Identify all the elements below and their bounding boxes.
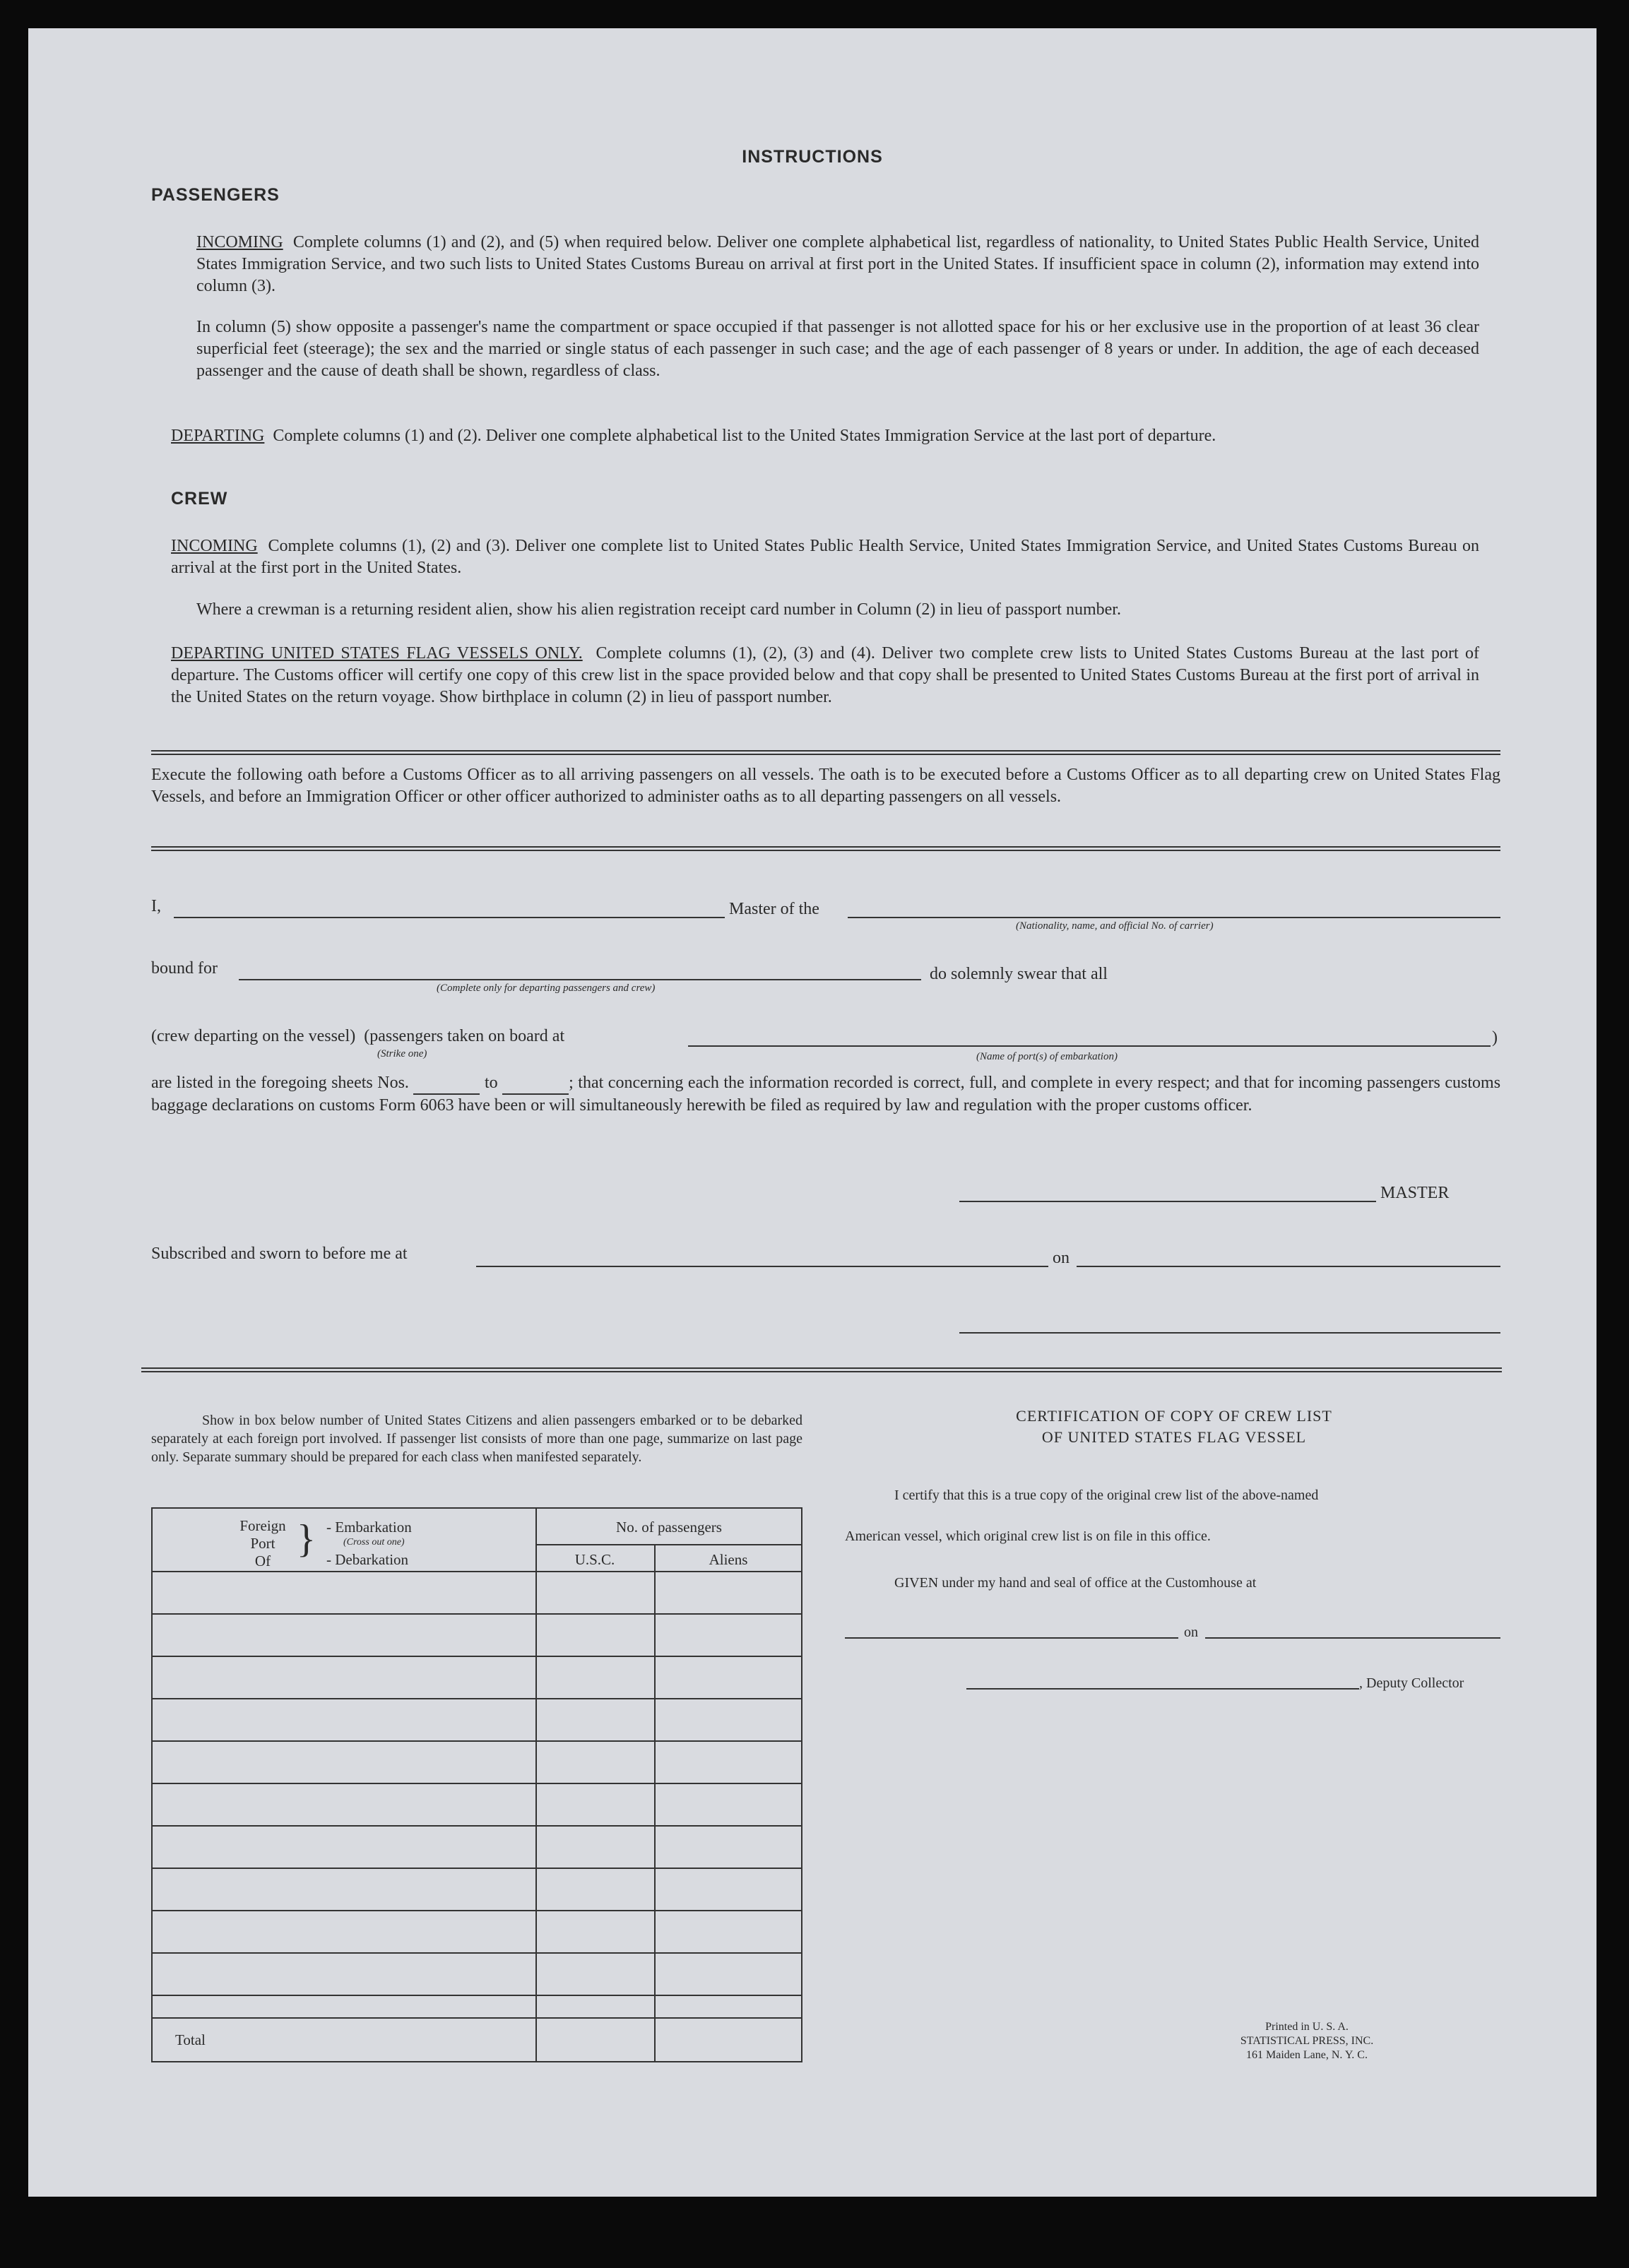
certify-on-label: on — [1184, 1625, 1198, 1640]
bound-for-field[interactable] — [239, 979, 921, 980]
listed-to: to — [484, 1074, 498, 1092]
table-row[interactable] — [151, 1740, 802, 1742]
crew-departing-text: Complete columns (1), (2), (3) and (4). Deliver two complete crew lists to United States Customs Bureau at the last port of departure. The Customs officer will certify one copy of this crew list in the space provided below and that copy shall be presented to United States Customs Bureau at the first port of arrival in the United States on the return voyage. Show birthplace in column (2) in lieu of passport number. — [171, 644, 1479, 706]
table-row[interactable] — [151, 1952, 802, 1954]
passengers-incoming-label: INCOMING — [196, 233, 283, 251]
passengers-column5-paragraph: In column (5) show opposite a passenger's name the compartment or space occupied if that passenger is not allotted space for his or her exclusive use in the proportion of at least 36 clear superficial feet (steerage); the sex and the married or single status of each passenger in such case; and the age of each passenger of 8 years or under. In addition, the age of each deceased passenger and the cause of death shall be shown, regardless of class. — [196, 318, 1479, 380]
passengers-departing-label: DEPARTING — [171, 427, 265, 445]
master-of-the-label: Master of the — [729, 900, 819, 918]
foreign-port-of-label — [235, 1517, 291, 1570]
table-row[interactable] — [151, 1825, 802, 1827]
deputy-collector-label: , Deputy Collector — [1359, 1675, 1464, 1691]
officer-signature-field[interactable] — [959, 1332, 1500, 1334]
table-row[interactable] — [151, 1656, 802, 1657]
passengers-incoming-text: Complete columns (1) and (2), and (5) when required below. Deliver one complete alphabetical list, regardless of nationality, to United States Public Health Service, United States Immigration Service, and two such lists to United States Customs Bureau on arrival at first port in the United States. If insufficient space in column (2), information may extend into column (3). — [196, 233, 1480, 295]
table-row[interactable] — [151, 2017, 802, 2019]
divider — [151, 846, 1500, 851]
certify-line1: I certify that this is a true copy of the original crew list of the above-named — [894, 1488, 1319, 1503]
passengers-departing-paragraph — [171, 425, 1479, 447]
oath-statement — [151, 1072, 1500, 1116]
listed-text-b: ; that concerning each the information recorded is correct, full, and complete in every respect; and that for incoming passengers customs baggage declarations on customs Form 6063 have been or will simultaneously herewith be filed as required by law and regulation with the proper customs officer. — [151, 1074, 1501, 1115]
sworn-on-label: on — [1053, 1249, 1070, 1267]
oath-instruction: Execute the following oath before a Customs Officer as to all arriving passengers on all vessels. The oath is to be executed before a Customs Officer as to all departing crew on United States Flag Vessels, and before an Immigration Officer or other officer authorized to administer oaths as to all departing passengers on all vessels. — [151, 766, 1500, 806]
certify-line2: American vessel, which original crew list is on file in this office. — [845, 1528, 1211, 1544]
bound-for-caption: (Complete only for departing passengers and crew) — [437, 982, 656, 994]
master-label: MASTER — [1380, 1184, 1450, 1202]
crew-departing-text: (crew departing on the vessel) — [151, 1027, 356, 1045]
passengers-incoming-paragraph — [196, 232, 1479, 297]
table-row[interactable] — [151, 1995, 802, 1996]
swear-label: do solemnly swear that all — [930, 965, 1108, 983]
divider — [151, 750, 1500, 755]
printer-line1: Printed in U. S. A. — [1265, 2021, 1349, 2033]
brace-icon: } — [297, 1517, 316, 1561]
sworn-date-field[interactable] — [1077, 1266, 1500, 1267]
crew-incoming-text: Complete columns (1), (2) and (3). Deliver one complete list to United States Public Health Service, United States Immigration Service, and United States Customs Bureau on arrival at the first port in the United States. — [171, 537, 1479, 577]
table-row[interactable] — [151, 1698, 802, 1699]
port-label: Port — [250, 1535, 276, 1552]
printer-imprint — [1201, 2020, 1413, 2062]
foreign-label: Foreign — [239, 1517, 286, 1534]
sworn-place-field[interactable] — [476, 1266, 1048, 1267]
crew-departing-option[interactable] — [151, 1027, 564, 1046]
passengers-taken-text: (passengers taken on board at — [364, 1027, 565, 1045]
table-column-divider — [535, 1507, 537, 2062]
carrier-caption: (Nationality, name, and official No. of carrier) — [1016, 920, 1214, 932]
of-label: Of — [254, 1552, 271, 1569]
embarkation-ports-field[interactable] — [688, 1045, 1491, 1047]
usc-header: U.S.C. — [574, 1551, 615, 1568]
oath-i-label: I, — [151, 897, 161, 915]
passengers-heading: PASSENGERS — [151, 185, 280, 205]
table-row[interactable] — [151, 1613, 802, 1615]
customhouse-field[interactable] — [845, 1637, 1178, 1639]
master-name-field[interactable] — [174, 917, 725, 918]
listed-text-a: are listed in the foregoing sheets Nos. — [151, 1074, 409, 1092]
form-page — [28, 28, 1597, 2197]
certify-date-field[interactable] — [1205, 1637, 1500, 1639]
carrier-field[interactable] — [848, 917, 1500, 918]
crew-resident-paragraph: Where a crewman is a returning resident alien, show his alien registration receipt card number in Column (2) in lieu of passport number. — [196, 600, 1121, 619]
debarkation-label: - Debarkation — [326, 1551, 409, 1568]
strike-one-caption: (Strike one) — [377, 1048, 427, 1059]
cross-out-caption: (Cross out one) — [343, 1537, 405, 1548]
printer-line2: STATISTICAL PRESS, INC. — [1240, 2035, 1374, 2047]
divider — [141, 1367, 1502, 1372]
master-signature-field[interactable] — [959, 1201, 1376, 1202]
crew-heading: CREW — [171, 489, 228, 509]
table-header-bottom — [151, 1571, 802, 1572]
summary-note: Show in box below number of United States Citizens and alien passengers embarked or to be debarked separately at each foreign port involved. If passenger list consists of more than one page, summarize on last page only. Separate summary should be prepared for each class when manifested separately. — [151, 1413, 802, 1465]
printer-line3: 161 Maiden Lane, N. Y. C. — [1246, 2049, 1368, 2061]
crew-departing-label: DEPARTING UNITED STATES FLAG VESSELS ONLY. — [171, 644, 583, 663]
bound-for-label: bound for — [151, 959, 218, 978]
total-label: Total — [175, 2031, 206, 2048]
certification-title — [848, 1406, 1500, 1448]
crew-incoming-paragraph — [171, 535, 1479, 579]
table-column-divider — [654, 1544, 656, 2062]
passenger-summary-table — [151, 1507, 802, 2062]
certification-title-line2: OF UNITED STATES FLAG VESSEL — [1041, 1428, 1307, 1446]
no-of-passengers-header: No. of passengers — [616, 1519, 722, 1536]
close-paren: ) — [1492, 1028, 1498, 1047]
sheet-to-field[interactable] — [502, 1072, 569, 1095]
deputy-signature-field[interactable] — [966, 1688, 1359, 1690]
sheet-from-field[interactable] — [413, 1072, 480, 1095]
certification-title-line1: CERTIFICATION OF COPY OF CREW LIST — [1016, 1407, 1332, 1425]
ports-caption: (Name of port(s) of embarkation) — [976, 1051, 1118, 1062]
page-title: INSTRUCTIONS — [742, 147, 883, 167]
aliens-header: Aliens — [709, 1551, 748, 1568]
table-header-divider — [535, 1544, 802, 1545]
subscribed-label: Subscribed and sworn to before me at — [151, 1245, 408, 1263]
passengers-departing-text: Complete columns (1) and (2). Deliver one complete alphabetical list to the United States Immigration Service at the last port of departure. — [273, 427, 1216, 445]
table-row[interactable] — [151, 1783, 802, 1784]
crew-incoming-label: INCOMING — [171, 537, 258, 555]
embarkation-label: - Embarkation — [326, 1519, 412, 1536]
crew-departing-paragraph — [171, 643, 1479, 708]
table-row[interactable] — [151, 1910, 802, 1911]
certify-line3: GIVEN under my hand and seal of office at the Customhouse at — [894, 1575, 1257, 1591]
table-row[interactable] — [151, 1868, 802, 1869]
